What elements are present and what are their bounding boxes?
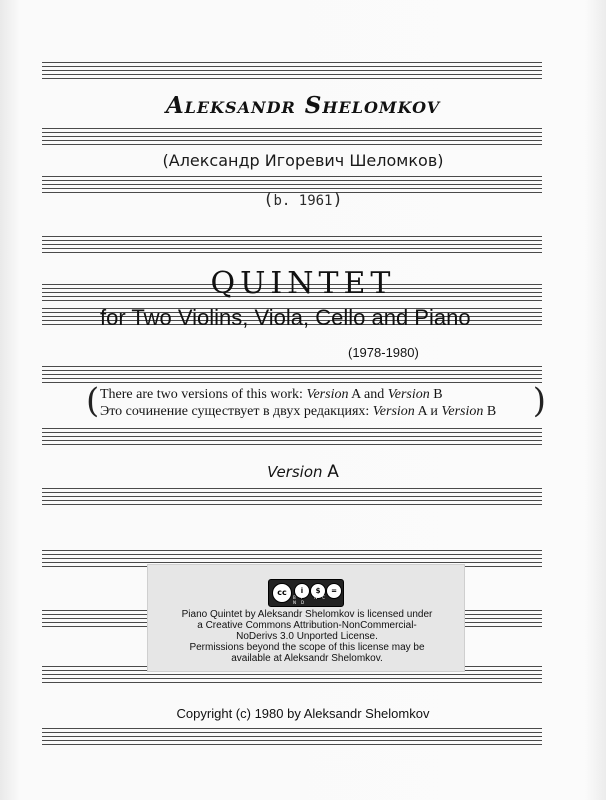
by-icon: i: [294, 583, 310, 599]
note-text: B: [483, 404, 497, 419]
version-label-word: Version: [267, 463, 328, 481]
note-text: A и: [414, 404, 442, 419]
copyright-notice: Copyright (c) 1980 by Aleksandr Shelomkov: [176, 706, 430, 721]
cc-badge-labels: BY NC ND: [293, 595, 331, 605]
composer-name-cyrillic: (Александр Игоревич Шеломков): [162, 151, 444, 170]
version-word: Version: [372, 404, 415, 419]
versions-note: [86, 382, 546, 426]
dates-close-paren: ): [332, 190, 343, 210]
note-text: A and: [348, 387, 388, 402]
music-staff: [42, 128, 542, 145]
license-line[interactable]: NoDerivs 3.0 Unported License.: [236, 631, 378, 642]
music-staff: [42, 728, 542, 745]
work-years: (1978-1980): [348, 345, 419, 360]
license-box: [147, 564, 465, 672]
music-staff: [42, 62, 542, 79]
version-word: Version: [441, 404, 484, 419]
cc-license-badge[interactable]: [268, 579, 344, 607]
note-text: There are two versions of this work:: [100, 387, 307, 402]
note-text: Это сочинение существует в двух редакциях:: [100, 404, 373, 419]
license-line: Piano Quintet by Aleksandr Shelomkov is licensed under: [181, 609, 433, 620]
cc-icon: cc: [272, 583, 292, 603]
music-staff: [42, 236, 542, 253]
nc-icon: $: [310, 583, 326, 599]
version-label-letter: A: [327, 462, 339, 482]
work-instrumentation: for Two Violins, Viola, Cello and Piano: [100, 305, 471, 330]
version-word: Version: [387, 387, 430, 402]
version-label: [0, 462, 606, 482]
left-bracket: (: [86, 381, 100, 421]
work-title: QUINTET: [210, 266, 396, 301]
note-text: B: [429, 387, 443, 402]
composer-name: Aleksandr Shelomkov: [165, 92, 441, 119]
dates-open-paren: (: [263, 190, 274, 210]
license-line: available at Aleksandr Shelomkov.: [231, 653, 383, 664]
license-line: Permissions beyond the scope of this license may be: [189, 642, 425, 653]
versions-note-russian: [100, 404, 496, 420]
version-word: Version: [306, 387, 349, 402]
music-staff: [42, 428, 542, 445]
composer-dates: [0, 190, 606, 210]
license-line[interactable]: a Creative Commons Attribution-NonCommercial-: [197, 620, 417, 631]
right-bracket: ): [532, 381, 546, 421]
nd-icon: =: [326, 583, 342, 599]
dates-text: b. 1961: [273, 193, 333, 209]
license-text: [148, 609, 466, 664]
music-staff: [42, 366, 542, 383]
music-staff: [42, 488, 542, 505]
versions-note-english: [100, 387, 443, 403]
